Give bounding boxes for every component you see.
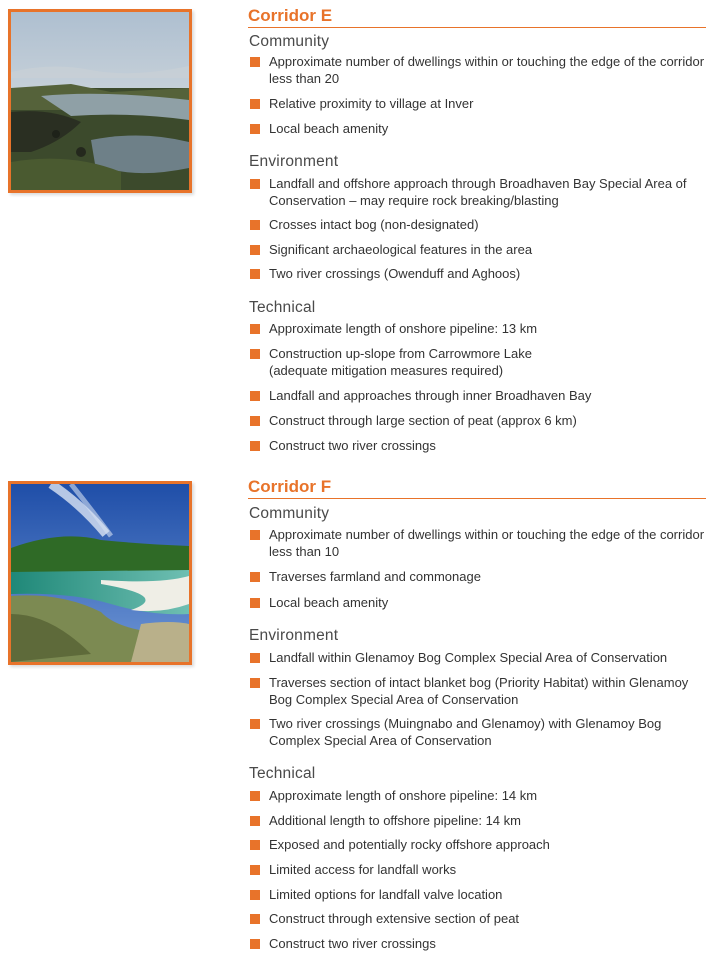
- bullet-icon: [250, 598, 260, 608]
- bullet-icon: [250, 653, 260, 663]
- bullet-icon: [250, 890, 260, 900]
- bullet-icon: [250, 245, 260, 255]
- list-item: Construction up-slope from Carrowmore Lake (adequate mitigation measures required): [248, 346, 706, 379]
- bullet-icon: [250, 57, 260, 67]
- bullet-icon: [250, 99, 260, 109]
- list-item: Construct two river crossings: [248, 438, 706, 455]
- bullet-icon: [250, 865, 260, 875]
- bullet-icon: [250, 391, 260, 401]
- bullet-icon: [250, 914, 260, 924]
- bullet-icon: [250, 719, 260, 729]
- bullet-icon: [250, 572, 260, 582]
- list-item: Traverses farmland and commonage: [248, 569, 706, 586]
- list-item: Approximate length of onshore pipeline: 14 km: [248, 788, 706, 805]
- list-item: Construct two river crossings: [248, 936, 706, 953]
- list-item: Approximate number of dwellings within or touching the edge of the corridor less than 10: [248, 527, 706, 560]
- list-item: Landfall and offshore approach through Broadhaven Bay Special Area of Conservation – may require rock breaking/blasting: [248, 176, 706, 209]
- bullet-icon: [250, 269, 260, 279]
- bullet-icon: [250, 939, 260, 949]
- bullet-icon: [250, 416, 260, 426]
- list-item: Two river crossings (Owenduff and Aghoos): [248, 266, 706, 283]
- bullet-icon: [250, 791, 260, 801]
- bullet-icon: [250, 816, 260, 826]
- list-item: Exposed and potentially rocky offshore approach: [248, 837, 706, 854]
- bullet-icon: [250, 179, 260, 189]
- bullet-icon: [250, 530, 260, 540]
- list-item: Limited options for landfall valve location: [248, 887, 706, 904]
- list-item: Traverses section of intact blanket bog (Priority Habitat) within Glenamoy Bog Complex Special Area of Conservation: [248, 675, 706, 708]
- bullet-icon: [250, 840, 260, 850]
- corridor-f-photo: [8, 481, 192, 665]
- community-heading: Community: [249, 505, 330, 522]
- list-item: Local beach amenity: [248, 595, 706, 612]
- bullet-icon: [250, 678, 260, 688]
- list-item: Construct through large section of peat (approx 6 km): [248, 413, 706, 430]
- list-item: Approximate number of dwellings within or touching the edge of the corridor less than 20: [248, 54, 706, 87]
- environment-heading: Environment: [249, 153, 339, 170]
- list-item: Landfall and approaches through inner Broadhaven Bay: [248, 388, 706, 405]
- technical-heading: Technical: [249, 299, 316, 316]
- list-item: Crosses intact bog (non-designated): [248, 217, 706, 234]
- list-item: Landfall within Glenamoy Bog Complex Special Area of Conservation: [248, 650, 706, 667]
- bullet-icon: [250, 124, 260, 134]
- corridor-f-title: Corridor F: [248, 477, 706, 499]
- list-item: Approximate length of onshore pipeline: 13 km: [248, 321, 706, 338]
- list-item: Local beach amenity: [248, 121, 706, 138]
- environment-heading: Environment: [249, 627, 339, 644]
- bullet-icon: [250, 220, 260, 230]
- list-item: Significant archaeological features in the area: [248, 242, 706, 259]
- corridor-e-photo: [8, 9, 192, 193]
- list-item: Limited access for landfall works: [248, 862, 706, 879]
- bullet-icon: [250, 324, 260, 334]
- list-item: Relative proximity to village at Inver: [248, 96, 706, 113]
- list-item: Two river crossings (Muingnabo and Glenamoy) with Glenamoy Bog Complex Special Area of Conservation: [248, 716, 706, 749]
- community-heading: Community: [249, 33, 330, 50]
- list-item: Construct through extensive section of peat: [248, 911, 706, 928]
- bullet-icon: [250, 441, 260, 451]
- bullet-icon: [250, 349, 260, 359]
- list-item: Additional length to offshore pipeline: 14 km: [248, 813, 706, 830]
- technical-heading: Technical: [249, 765, 316, 782]
- corridor-e-title: Corridor E: [248, 6, 706, 28]
